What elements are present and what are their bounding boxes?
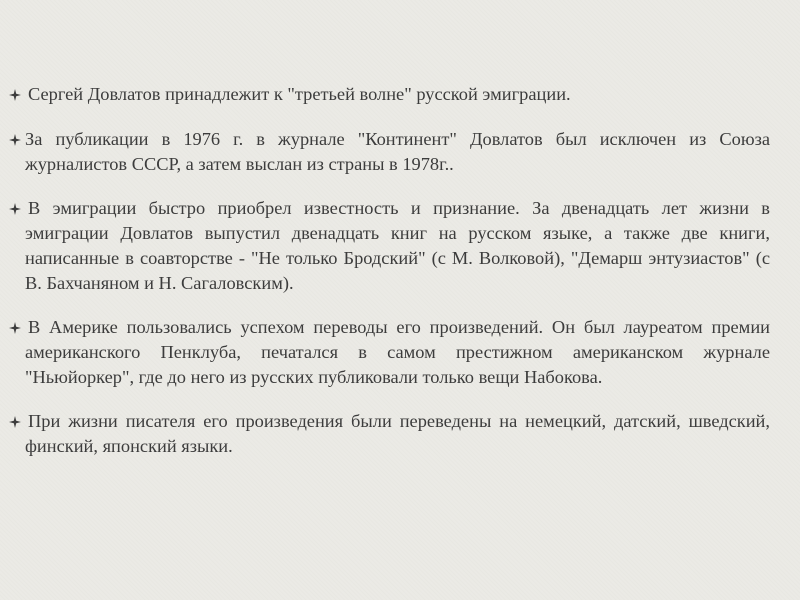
diamond-bullet-icon [8,196,22,221]
bullet-text: При жизни писателя его произведения были переведены на немецкий, датский, шведский, финский, японский языки. [25,411,770,456]
bullet-item [8,315,770,390]
bullet-text: Сергей Довлатов принадлежит к "третьей волне" русской эмиграции. [28,84,571,104]
diamond-bullet-icon [8,409,22,434]
bullet-item [8,82,770,107]
diamond-bullet-icon [8,127,22,152]
bullet-list [8,82,770,459]
diamond-bullet-icon [8,82,22,107]
bullet-text: За публикации в 1976 г. в журнале "Континент" Довлатов был исключен из Союза журналистов СССР, а затем выслан из страны в 1978г.. [25,129,770,174]
bullet-item [8,196,770,296]
bullet-text: В Америке пользовались успехом переводы его произведений. Он был лауреатом премии американского Пенклуба, печатался в самом престижном американском журнале "Ньюйоркер", где до него из русских публиковали только вещи Набокова. [25,317,770,387]
bullet-text: В эмиграции быстро приобрел известность и признание. За двенадцать лет жизни в эмиграции Довлатов выпустил двенадцать книг на русском языке, а также две книги, написанные в соавторстве - "Не только Бродский" (с М. Волковой), "Демарш энтузиастов" (с В. Бахчаняном и Н. Сагаловским). [25,198,770,293]
bullet-item [8,127,770,177]
bullet-item [8,409,770,459]
diamond-bullet-icon [8,315,22,340]
